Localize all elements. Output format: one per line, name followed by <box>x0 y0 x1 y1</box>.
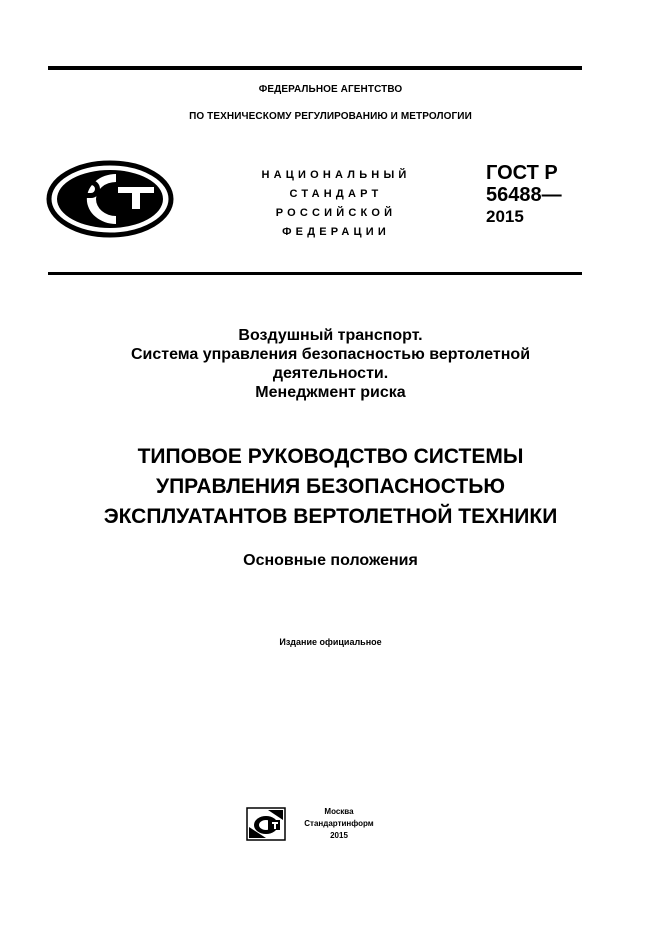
gost-prefix: ГОСТ Р <box>486 162 558 184</box>
document-title <box>0 442 661 532</box>
national-standard-line-4: ФЕДЕРАЦИИ <box>282 226 390 238</box>
agency-name-line-1: ФЕДЕРАЛЬНОЕ АГЕНТСТВО <box>258 84 403 95</box>
standartinform-logo-icon <box>246 807 286 841</box>
subject-line-1: Воздушный транспорт. <box>238 327 423 344</box>
national-standard-line-3: РОССИЙСКОЙ <box>275 207 397 219</box>
publisher-name: Стандартинформ <box>304 819 374 828</box>
subject-line-4: Менеджмент риска <box>255 384 406 401</box>
gost-year: 2015 <box>486 207 524 226</box>
document-subtitle: Основные положения <box>243 552 418 569</box>
publisher-info <box>297 806 381 842</box>
national-standard-label <box>236 166 436 242</box>
publisher-city: Москва <box>324 807 354 816</box>
title-line-1: ТИПОВОЕ РУКОВОДСТВО СИСТЕМЫ <box>137 445 524 468</box>
rst-certification-logo-icon <box>46 160 174 238</box>
gost-number: 56488— <box>486 184 562 206</box>
publisher-year: 2015 <box>330 831 348 840</box>
top-divider <box>48 66 582 70</box>
title-line-2: УПРАВЛЕНИЯ БЕЗОПАСНОСТЬЮ <box>156 475 505 498</box>
edition-note: Издание официальное <box>279 637 382 647</box>
national-standard-line-1: НАЦИОНАЛЬНЫЙ <box>261 169 411 181</box>
title-line-3: ЭКСПЛУАТАНТОВ ВЕРТОЛЕТНОЙ ТЕХНИКИ <box>103 505 558 528</box>
bottom-divider <box>48 272 582 275</box>
agency-name-line-2: ПО ТЕХНИЧЕСКОМУ РЕГУЛИРОВАНИЮ И МЕТРОЛОГИИ <box>189 111 472 122</box>
subject-line-3: деятельности. <box>272 365 389 382</box>
gost-designation <box>486 162 562 228</box>
document-subject <box>0 326 661 402</box>
national-standard-line-2: СТАНДАРТ <box>289 188 383 200</box>
subject-line-2: Система управления безопасностью вертолетной <box>130 346 531 363</box>
